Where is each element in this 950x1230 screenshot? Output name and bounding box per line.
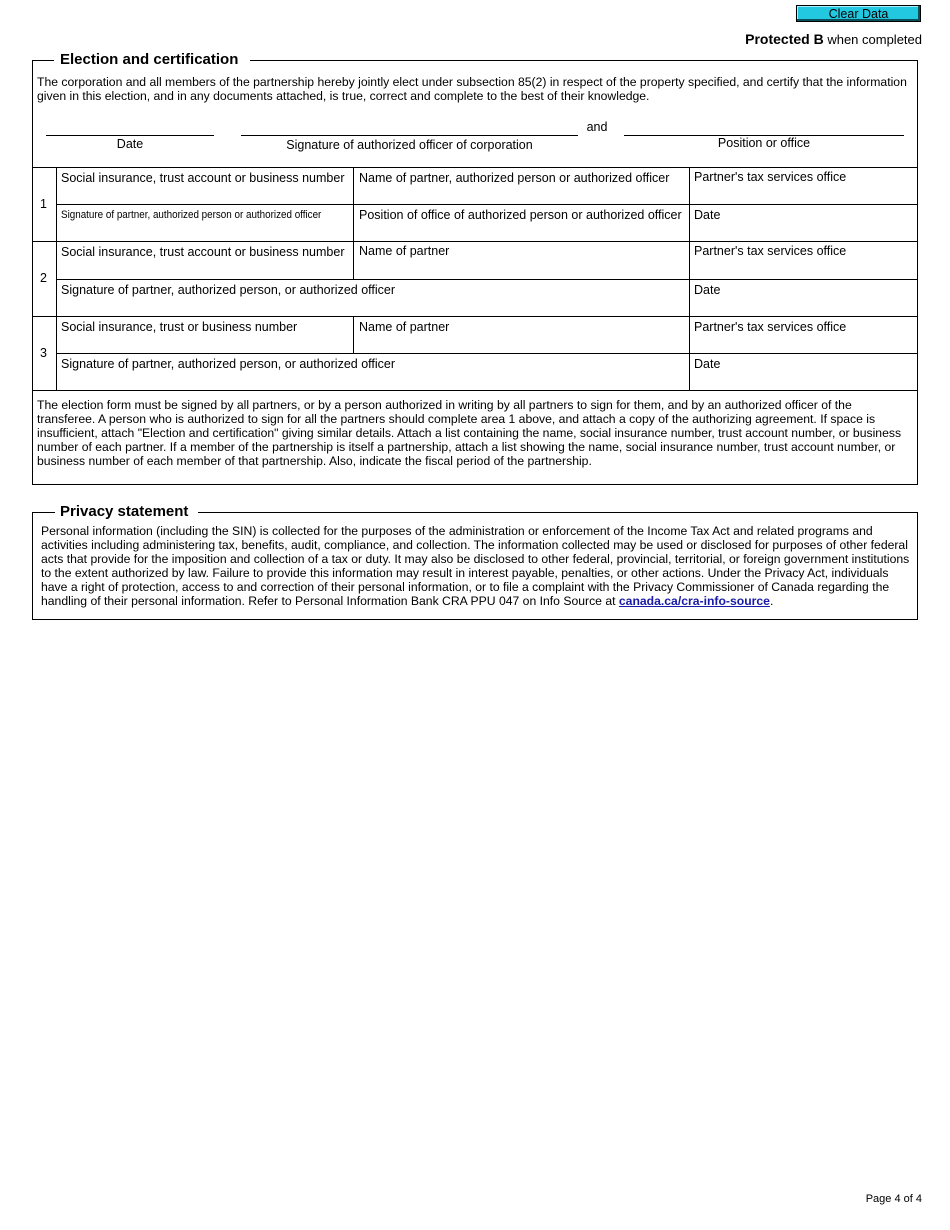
partner-1-signature-field[interactable]: Signature of partner, authorized person or authorized officer: [61, 209, 322, 221]
page-number: Page 4 of 4: [865, 1193, 922, 1205]
protected-b-notice: [745, 31, 922, 47]
clear-data-button[interactable]: Clear Data: [796, 5, 921, 22]
partner-3-tax-office-field[interactable]: Partner's tax services office: [694, 320, 847, 334]
partner-1-name-field[interactable]: Name of partner, authorized person or authorized officer: [359, 171, 670, 185]
privacy-section-title: Privacy statement: [55, 503, 193, 520]
election-date-field[interactable]: [46, 114, 214, 135]
partner-2-date-field[interactable]: Date: [694, 283, 721, 297]
and-label: and: [586, 120, 608, 134]
partner-1-sin-field[interactable]: Social insurance, trust account or business number: [61, 171, 345, 185]
date-label: Date: [116, 137, 144, 151]
partner-2-tax-office-field[interactable]: Partner's tax services office: [694, 244, 847, 258]
partner-1-number: 1: [40, 197, 47, 211]
signature-officer-label: Signature of authorized officer of corporation: [286, 138, 533, 152]
position-or-office-field[interactable]: [624, 114, 904, 135]
election-intro-text: The corporation and all members of the partnership hereby jointly elect under subsection 85(2) in respect of the property specified, and certify that the information given in this election, and in any documents attached, is true, correct and complete to the best of their knowledge.: [37, 75, 907, 103]
partner-2-number: 2: [40, 271, 47, 285]
partner-2-sin-field[interactable]: Social insurance, trust account or business number: [61, 245, 345, 259]
election-instructions-text: The election form must be signed by all partners, or by a person authorized in writing by all partners to sign for them, and by an authorized officer of the transferee. A person who is authorized to sign for all the partners should complete area 1 above, and attach a copy of the authorizing agreement. If space is insufficient, attach "Election and certification" giving similar details. Attach a list containing the name, social insurance number, trust account number, or business number of each partner. If a member of the partnership is itself a partnership, attach a list showing the name, social insurance number, trust account number, or business number of each member of that partnership. Also, indicate the fiscal period of the partnership.: [37, 398, 902, 468]
privacy-statement-text: [41, 524, 911, 608]
corporation-officer-signature-field[interactable]: [241, 114, 578, 135]
when-completed-label: when completed: [823, 32, 922, 47]
partner-3-number: 3: [40, 346, 47, 360]
privacy-end: .: [769, 594, 774, 608]
partner-3-signature-field[interactable]: Signature of partner, authorized person, or authorized officer: [61, 357, 396, 371]
partner-1-position-field[interactable]: Position of office of authorized person or authorized officer: [359, 208, 682, 222]
partner-2-name-field[interactable]: Name of partner: [359, 244, 450, 258]
protected-b-label: Protected B: [745, 31, 824, 47]
partner-1-tax-office-field[interactable]: Partner's tax services office: [694, 170, 847, 184]
partner-3-date-field[interactable]: Date: [694, 357, 721, 371]
privacy-body: Personal information (including the SIN) is collected for the purposes of the administration or enforcement of the Income Tax Act and related programs and activities including administering tax, benefits, audit, compliance, and collection. The information collected may be used or disclosed for purposes of other federal acts that provide for the imposition and collection of a tax or duty. It may also be disclosed to other federal, provincial, territorial, or foreign government institutions to the extent authorized by law. Failure to provide this information may result in interest payable, penalties, or other actions. Under the Privacy Act, individuals have a right of protection, access to and correction of their personal information, or to file a complaint with the Privacy Commissioner of Canada regarding the handling of their personal information. Refer to Personal Information Bank CRA PPU 047 on Info Source at: [41, 524, 910, 608]
cra-info-source-link[interactable]: canada.ca/cra-info-source: [618, 594, 770, 608]
partner-3-sin-field[interactable]: Social insurance, trust or business number: [61, 320, 298, 334]
partner-1-date-field[interactable]: Date: [694, 208, 721, 222]
partner-2-signature-field[interactable]: Signature of partner, authorized person, or authorized officer: [61, 283, 396, 297]
partner-3-name-field[interactable]: Name of partner: [359, 320, 450, 334]
election-section-title: Election and certification: [55, 51, 243, 68]
position-office-label: Position or office: [717, 136, 811, 150]
